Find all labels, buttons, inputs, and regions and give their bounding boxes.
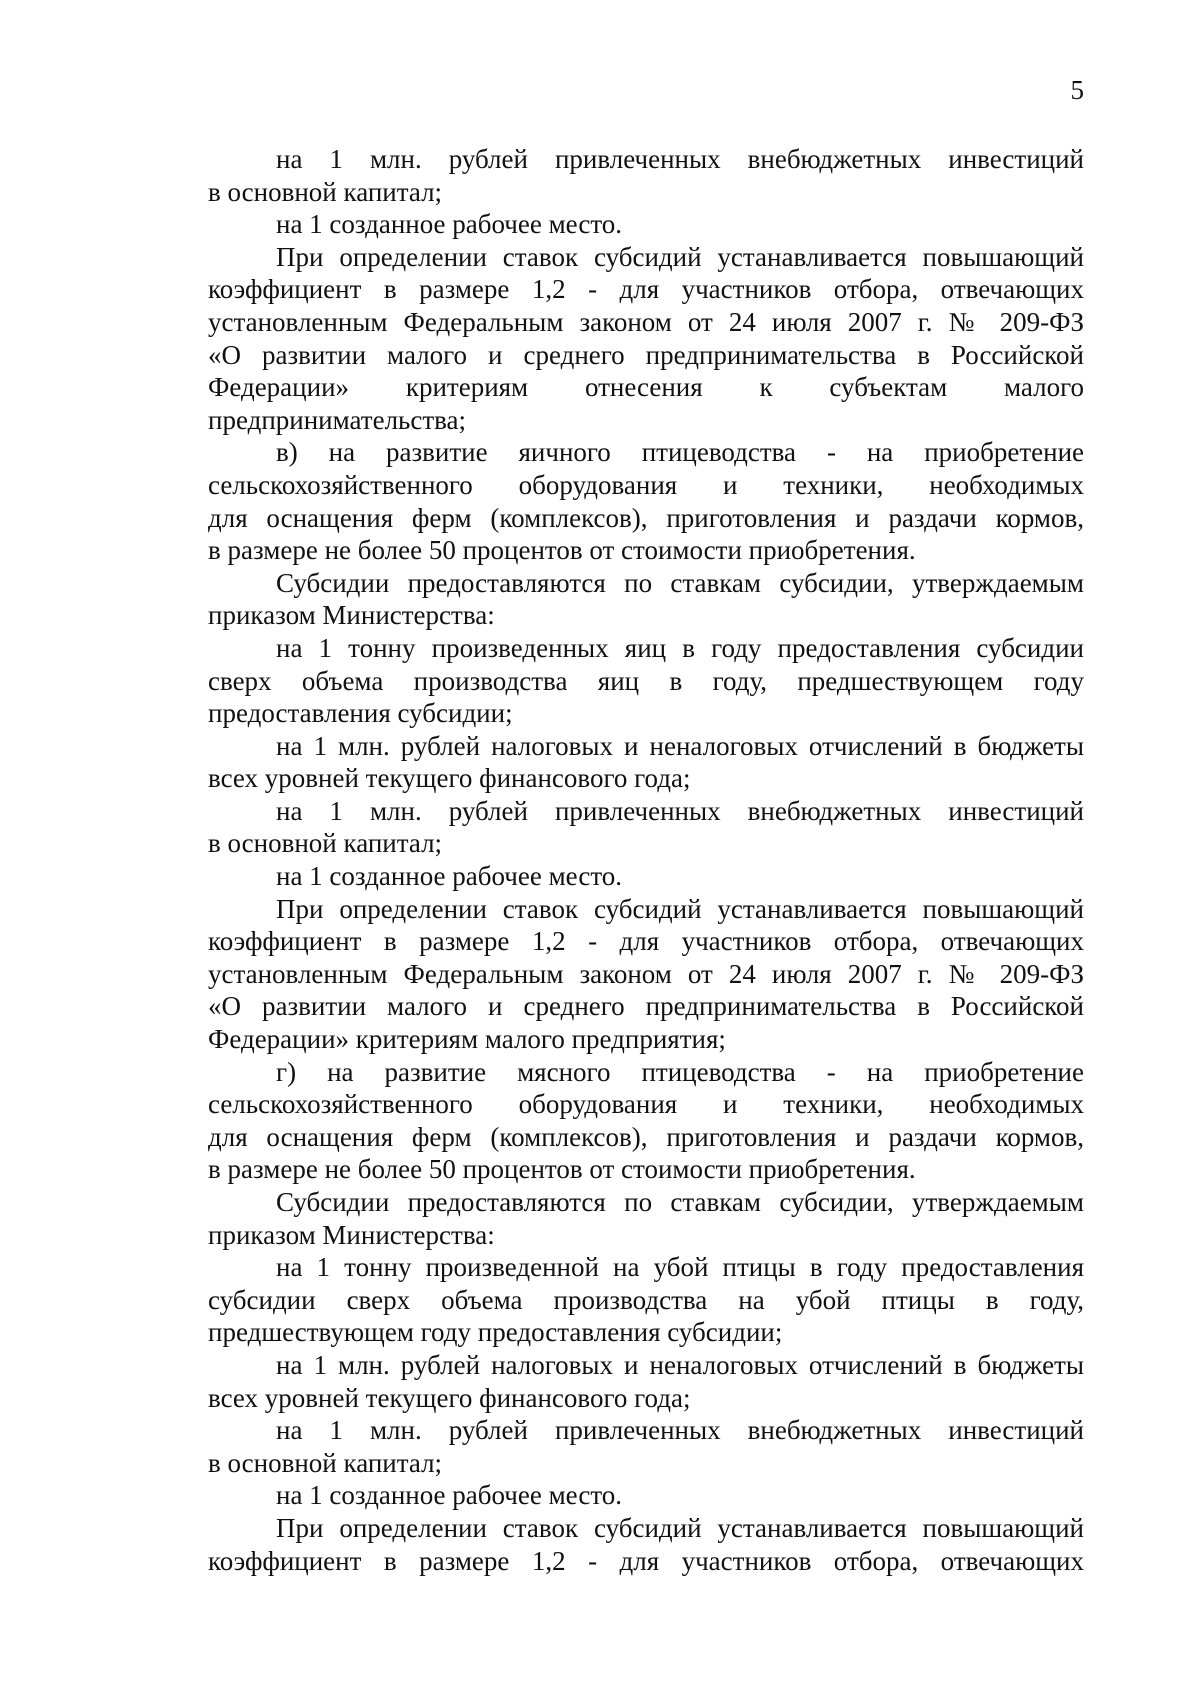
- text-line: При определении ставок субсидий устанавливается повышающий: [276, 893, 1084, 924]
- text-line: в размере не более 50 процентов от стоимости приобретения.: [208, 535, 916, 566]
- paragraph: [208, 1186, 1084, 1251]
- paragraph: [208, 1414, 1084, 1479]
- text-line: субсидии сверх объема производства на убой птицы в году,: [208, 1284, 1084, 1315]
- text-line: При определении ставок субсидий устанавливается повышающий: [276, 1512, 1084, 1543]
- text-line: на 1 тонну произведенных яиц в году предоставления субсидии: [276, 632, 1084, 663]
- text-line: на 1 млн. рублей привлеченных внебюджетных инвестиций: [276, 144, 1084, 174]
- text-line: г) на развитие мясного птицеводства - на приобретение: [276, 1056, 1084, 1087]
- text-line: «О развитии малого и среднего предпринимательства в Российской: [208, 991, 1084, 1022]
- text-line: Федерации» критериям отнесения к субъектам малого: [208, 372, 1084, 403]
- text-line: коэффициент в размере 1,2 - для участников отбора, отвечающих: [208, 1545, 1084, 1576]
- text-line: на 1 созданное рабочее место.: [276, 209, 623, 240]
- text-line: установленным Федеральным законом от 24 июля 2007 г. № 209-ФЗ: [208, 306, 1084, 337]
- text-line: в основной капитал;: [208, 1447, 443, 1478]
- text-line: «О развитии малого и среднего предпринимательства в Российской: [208, 339, 1084, 370]
- text-line: в) на развитие яичного птицеводства - на приобретение: [276, 437, 1084, 468]
- paragraph: [208, 1479, 1084, 1512]
- text-line: предоставления субсидии;: [208, 698, 513, 729]
- text-line: на 1 млн. рублей привлеченных внебюджетных инвестиций: [276, 795, 1084, 826]
- text-line: для оснащения ферм (комплексов), приготовления и раздачи кормов,: [208, 1121, 1084, 1152]
- paragraph: [208, 241, 1084, 437]
- text-line: всех уровней текущего финансового года;: [208, 1382, 691, 1413]
- text-line: на 1 тонну произведенной на убой птицы в году предоставления: [276, 1252, 1084, 1283]
- text-line: Федерации» критериям малого предприятия;: [208, 1024, 726, 1055]
- text-line: сельскохозяйственного оборудования и техники, необходимых: [208, 1089, 1084, 1120]
- text-line: сельскохозяйственного оборудования и техники, необходимых: [208, 469, 1084, 500]
- text-line: приказом Министерства:: [208, 1219, 495, 1250]
- text-line: на 1 созданное рабочее место.: [276, 1480, 623, 1511]
- text-line: на 1 созданное рабочее место.: [276, 861, 623, 892]
- paragraph: [208, 730, 1084, 795]
- text-line: Субсидии предоставляются по ставкам субсидии, утверждаемым: [276, 1187, 1084, 1217]
- paragraph: [208, 795, 1084, 860]
- paragraph: [208, 1056, 1084, 1186]
- text-line: приказом Министерства:: [208, 600, 495, 631]
- paragraph: [208, 436, 1084, 566]
- text-line: всех уровней текущего финансового года;: [208, 763, 691, 794]
- paragraph: [208, 1251, 1084, 1349]
- text-line: в размере не более 50 процентов от стоимости приобретения.: [208, 1154, 916, 1185]
- paragraph: [208, 208, 1084, 241]
- text-line: коэффициент в размере 1,2 - для участников отбора, отвечающих: [208, 926, 1084, 957]
- text-line: установленным Федеральным законом от 24 июля 2007 г. № 209-ФЗ: [208, 958, 1084, 989]
- paragraph: [208, 893, 1084, 1056]
- page-number: 5: [1070, 75, 1084, 105]
- text-line: предшествующем году предоставления субсидии;: [208, 1317, 783, 1348]
- text-line: для оснащения ферм (комплексов), приготовления и раздачи кормов,: [208, 502, 1084, 533]
- text-line: Субсидии предоставляются по ставкам субсидии, утверждаемым: [276, 567, 1084, 598]
- text-line: предпринимательства;: [208, 404, 467, 435]
- paragraph: [208, 1349, 1084, 1414]
- text-line: на 1 млн. рублей налоговых и неналоговых отчислений в бюджеты: [276, 1349, 1084, 1380]
- paragraph: [208, 860, 1084, 893]
- document-body: [208, 143, 1084, 1577]
- text-line: При определении ставок субсидий устанавливается повышающий: [276, 241, 1084, 272]
- paragraph: [208, 632, 1084, 730]
- paragraph: [208, 143, 1084, 208]
- text-line: на 1 млн. рублей привлеченных внебюджетных инвестиций: [276, 1415, 1084, 1446]
- paragraph: [208, 1512, 1084, 1577]
- text-line: в основной капитал;: [208, 828, 443, 859]
- text-line: сверх объема производства яиц в году, предшествующем году: [208, 665, 1084, 696]
- text-line: коэффициент в размере 1,2 - для участников отбора, отвечающих: [208, 274, 1084, 305]
- paragraph: [208, 567, 1084, 632]
- text-line: в основной капитал;: [208, 176, 443, 207]
- text-line: на 1 млн. рублей налоговых и неналоговых отчислений в бюджеты: [276, 730, 1084, 761]
